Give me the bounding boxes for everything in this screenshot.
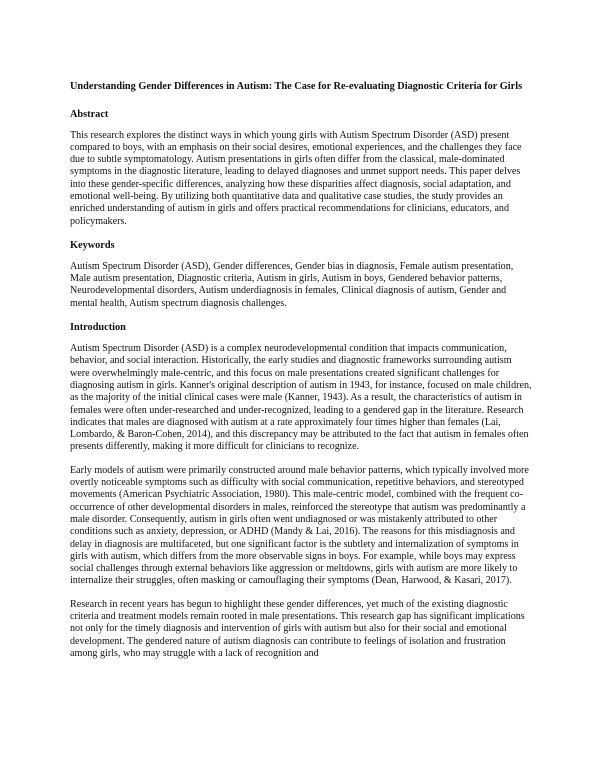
introduction-paragraph: Early models of autism were primarily constructed around male behavior patterns, which typically involved more overtly noticeable symptoms such as difficulty with social communication, repetitive behaviors, and stereotyped movements (American Psychiatric Association, 1980). This male-centric model, combined with the frequent co-occurrence of other developmental disorders in males, reinforced the stereotype that autism was predominantly a male disorder. Consequently, autism in girls often went undiagnosed or was mistakenly attributed to other conditions such as anxiety, depression, or ADHD (Mandy & Lai, 2016). The reasons for this misdiagnosis and delay in diagnosis are multifaceted, but one significant factor is the subtlety and internalization of symptoms in girls with autism, which differs from the more observable signs in boys. For example, while boys may express social challenges through external behaviors like aggression or meltdowns, girls with autism are more likely to internalize their struggles, often masking or camouflaging their symptoms (Dean, Harwood, & Kasari, 2017). bbox=[70, 464, 529, 587]
abstract-heading: Abstract bbox=[70, 108, 109, 120]
abstract-text: This research explores the distinct ways in which young girls with Autism Spectrum Disorder (ASD) present compared to boys, with an emphasis on their social desires, emotional experiences, and the challenges they face due to subtle symptomatology. Autism presentations in girls often differ from the classical, male-dominated symptoms in the diagnostic literature, leading to delayed diagnoses and unmet support needs. This paper delves into these gender-specific differences, analyzing how these disparities affect diagnosis, social adaptation, and emotional well-being. By utilizing both quantitative data and qualitative case studies, the study provides an enriched understanding of autism in girls and offers practical recommendations for clinicians, educators, and policymakers. bbox=[70, 129, 522, 227]
keywords-text: Autism Spectrum Disorder (ASD), Gender differences, Gender bias in diagnosis, Female autism presentation, Male autism presentation, Diagnostic criteria, Autism in girls, Autism in boys, Gendered behavior patterns, Neurodevelopmental disorders, Autism underdiagnosis in females, Clinical diagnosis of autism, Gender and mental health, Autism spectrum diagnosis challenges. bbox=[70, 260, 514, 309]
introduction-paragraph: Autism Spectrum Disorder (ASD) is a complex neurodevelopmental condition that impacts communication, behavior, and social interaction. Historically, the early studies and diagnostic frameworks surrounding autism were overwhelmingly male-centric, and this focus on male presentations created significant challenges for diagnosing autism in girls. Kanner's original description of autism in 1943, for instance, focused on male children, as the majority of the initial clinical cases were male (Kanner, 1943). As a result, the characteristics of autism in females were often under-researched and under-recognized, leading to a gendered gap in the literature. Research indicates that males are diagnosed with autism at a rate approximately four times higher than females (Lai, Lombardo, & Baron-Cohen, 2014), and this discrepancy may be attributed to the fact that autism in females often presents differently, making it more difficult for clinicians to recognize. bbox=[70, 343, 532, 453]
document-page bbox=[70, 80, 532, 671]
keywords-heading: Keywords bbox=[70, 239, 115, 251]
introduction-paragraph: Research in recent years has begun to highlight these gender differences, yet much of the existing diagnostic criteria and treatment models remain rooted in male presentations. This research gap has significant implications not only for the timely diagnosis and intervention of girls with autism but also for their social and emotional development. The gendered nature of autism diagnosis can contribute to feelings of isolation and frustration among girls, who may struggle with a lack of recognition and bbox=[70, 598, 525, 659]
introduction-section bbox=[70, 321, 532, 660]
keywords-section bbox=[70, 239, 532, 310]
paper-title: Understanding Gender Differences in Autism: The Case for Re-evaluating Diagnostic Criteria for Girls bbox=[70, 81, 523, 92]
introduction-heading: Introduction bbox=[70, 322, 126, 334]
abstract-section bbox=[70, 108, 532, 228]
